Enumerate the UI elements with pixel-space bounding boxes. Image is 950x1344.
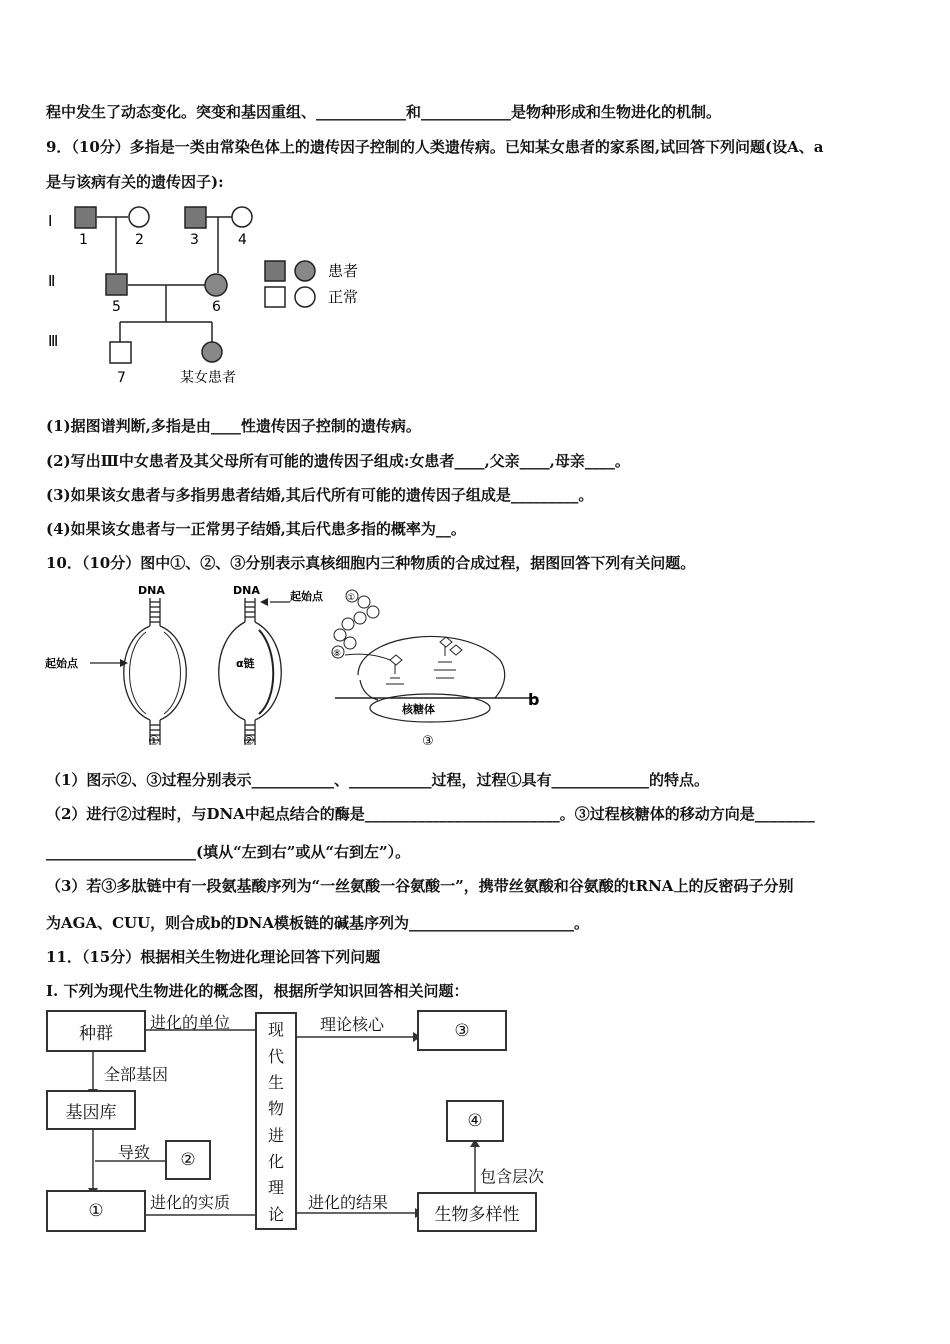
gene-pool-box: 基因库 (46, 1090, 136, 1130)
question-10-line: 10．（10分）图中①、②、③分别表示真核细胞内三种物质的合成过程，据图回答下列有关问题。 (46, 554, 696, 572)
individual-number: 2 (135, 232, 144, 248)
individual-number: 6 (212, 299, 221, 315)
affected-male-symbol (185, 207, 206, 228)
legend-affected-male (265, 261, 285, 281)
unit-label: 进化的单位 (150, 1013, 231, 1032)
figure-number: ③ (422, 734, 434, 749)
normal-female-symbol (232, 207, 252, 227)
figure-number: ② (243, 734, 255, 749)
species-box: 种群 (46, 1010, 146, 1052)
text-line: 为AGA、CUU，则合成b的DNA模板链的碱基序列为______________________。 (46, 914, 590, 932)
bead-label: ⑧ (333, 649, 342, 659)
affected-female-symbol (205, 274, 227, 296)
center-char: 进 (267, 1125, 284, 1145)
bead-label: ① (347, 593, 356, 603)
generation-label: Ⅲ (48, 332, 59, 350)
question-9-line: 9．（10分）多指是一类由常染色体上的遗传因子控制的人类遗传病。已知某女患者的家系图,试回答下列问题(设A、a (46, 138, 824, 156)
individual-number: 7 (117, 370, 126, 386)
affected-female-symbol (202, 342, 222, 362)
result-label: 进化的结果 (308, 1193, 389, 1212)
individual-number: 3 (190, 232, 199, 248)
blank-box-2: ② (165, 1140, 211, 1180)
dna-label: DNA (138, 584, 165, 597)
levels-label: 包含层次 (480, 1167, 545, 1186)
text-line: （1）图示②、③过程分别表示___________、___________过程，过程①具有_____________的特点。 (46, 771, 709, 789)
essence-label: 进化的实质 (150, 1193, 231, 1212)
center-char: 生 (267, 1072, 284, 1092)
synthesis-diagram (40, 580, 560, 750)
text-line: (1)据图谱判断,多指是由____性遗传因子控制的遗传病。 (46, 417, 421, 435)
origin-label: 起始点 (290, 590, 323, 603)
text-line: （3）若③多肽链中有一段氨基酸序列为“一丝氨酸一谷氨酸一”，携带丝氨酸和谷氨酸的tRNA上的反密码子分别 (46, 877, 794, 895)
legend-affected-label: 患者 (328, 262, 359, 280)
normal-female-symbol (129, 207, 149, 227)
affected-male-symbol (75, 207, 96, 228)
all-genes-label: 全部基因 (104, 1065, 169, 1084)
core-label: 理论核心 (320, 1015, 385, 1034)
center-char: 代 (267, 1046, 284, 1066)
pedigree-chart (40, 200, 380, 395)
dna-label: DNA (233, 584, 260, 597)
blank-box-3: ③ (417, 1010, 507, 1051)
origin-label: 起始点 (45, 657, 78, 670)
figure-number: ① (148, 734, 160, 749)
legend-normal-male (265, 287, 285, 307)
center-char: 论 (267, 1204, 284, 1224)
individual-number: 4 (238, 232, 247, 248)
text-line: (3)如果该女患者与多指男患者结婚,其后代所有可能的遗传因子组成是_________。 (46, 486, 594, 504)
b-label: b (528, 690, 540, 709)
proband-label: 某女患者 (180, 370, 236, 386)
ribosome-label: 核糖体 (402, 703, 435, 716)
legend-normal-female (295, 287, 315, 307)
question-11-line: 11．（15分）根据相关生物进化理论回答下列问题 (46, 948, 381, 966)
text-line: I. 下列为现代生物进化的概念图，根据所学知识回答相关问题： (46, 982, 469, 1000)
individual-number: 1 (79, 232, 88, 248)
text-line: 是与该病有关的遗传因子): (46, 173, 224, 191)
individual-number: 5 (112, 299, 121, 315)
biodiversity-box: 生物多样性 (417, 1192, 537, 1232)
modern-evolution-theory-box (255, 1012, 297, 1230)
affected-male-symbol (106, 274, 127, 295)
center-char: 物 (267, 1099, 284, 1119)
text-line: ____________________(填从“左到右”或从“右到左”）。 (46, 843, 411, 861)
generation-label: Ⅰ (48, 212, 53, 230)
legend-normal-label: 正常 (328, 288, 359, 306)
text-line: （2）进行②过程时，与DNA中起点结合的酶是__________________________。③过程核糖体的移动方向是________ (46, 805, 815, 823)
normal-male-symbol (110, 342, 131, 363)
center-char: 现 (267, 1020, 284, 1040)
alpha-chain-label: α链 (236, 657, 255, 670)
text-line: (2)写出Ⅲ中女患者及其父母所有可能的遗传因子组成:女患者____,父亲____,母亲____。 (46, 452, 630, 470)
center-char: 化 (267, 1151, 284, 1171)
blank-box-4: ④ (446, 1100, 504, 1142)
text-line: (4)如果该女患者与一正常男子结婚,其后代患多指的概率为__。 (46, 520, 466, 538)
blank-box-1: ① (46, 1190, 146, 1232)
legend-affected-female (295, 261, 315, 281)
generation-label: Ⅱ (48, 272, 56, 290)
text-line: 程中发生了动态变化。突变和基因重组、____________和____________是物种形成和生物进化的机制。 (46, 103, 722, 121)
lead-label: 导致 (118, 1143, 151, 1162)
center-char: 理 (267, 1178, 284, 1198)
